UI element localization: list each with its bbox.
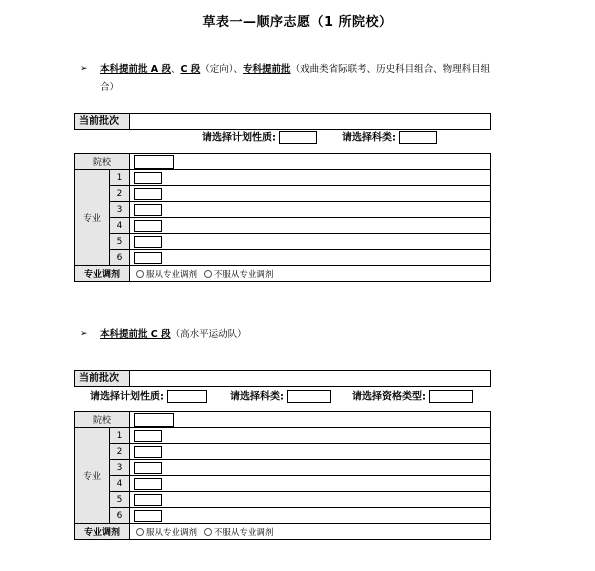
link-undergrad-c: 本科提前批 C 段 [100, 329, 171, 340]
section1-heading-cont: 合） [100, 82, 120, 93]
qualification-type-label: 请选择资格类型: [352, 391, 426, 403]
major-adjust-label: 专业调剂 [75, 524, 130, 540]
subject-type-input[interactable] [287, 390, 331, 403]
link-undergrad-a: 本科提前批 A 段 [100, 64, 171, 75]
row-number: 1 [110, 170, 130, 186]
section2-heading [100, 326, 247, 343]
row-number: 6 [110, 508, 130, 524]
adjust-accept-option[interactable] [130, 270, 197, 280]
plan-type-input[interactable] [279, 131, 317, 144]
school-label: 院校 [75, 154, 130, 170]
major-input-6[interactable] [134, 510, 162, 522]
subject-type-label: 请选择科类: [342, 132, 396, 144]
major-input-5[interactable] [134, 236, 162, 248]
subject-type-input[interactable] [399, 131, 437, 144]
radio-icon[interactable] [136, 528, 144, 536]
current-batch-label: 当前批次 [75, 371, 130, 386]
row-number: 6 [110, 250, 130, 266]
link-college-advance: 专科提前批 [243, 64, 291, 75]
note-sports-team: （高水平运动队） [170, 329, 247, 340]
major-input-3[interactable] [134, 204, 162, 216]
plan-type-label: 请选择计划性质: [202, 132, 276, 144]
major-input-3[interactable] [134, 462, 162, 474]
row-number: 2 [110, 444, 130, 460]
section1-heading [100, 61, 540, 78]
subject-type-label: 请选择科类: [230, 391, 284, 403]
major-input-2[interactable] [134, 446, 162, 458]
adjust-reject-option[interactable] [200, 270, 274, 280]
adjust-reject-option[interactable] [200, 528, 274, 538]
adjust-accept-option[interactable] [130, 528, 197, 538]
row-number: 4 [110, 218, 130, 234]
current-batch-label: 当前批次 [75, 114, 130, 129]
page-title: 草表一—顺序志愿（1 所院校） [202, 15, 393, 30]
current-batch-row [74, 370, 491, 387]
radio-icon[interactable] [136, 270, 144, 278]
adjust-reject-label: 不服从专业调剂 [213, 527, 274, 538]
major-input-4[interactable] [134, 220, 162, 232]
link-segment-c: C 段 [180, 64, 201, 75]
plan-type-label: 请选择计划性质: [90, 391, 164, 403]
major-input-1[interactable] [134, 430, 162, 442]
school-input[interactable] [134, 413, 174, 427]
qualification-type-input[interactable] [429, 390, 473, 403]
current-batch-row [74, 113, 491, 130]
radio-icon[interactable] [204, 270, 212, 278]
subject-type-selector [230, 390, 331, 405]
volunteer-table-1 [74, 153, 491, 282]
bullet-arrow-icon: ➢ [80, 329, 88, 339]
plan-type-input[interactable] [167, 390, 207, 403]
major-input-6[interactable] [134, 252, 162, 264]
separator: 、 [233, 64, 244, 75]
major-adjust-label: 专业调剂 [75, 266, 130, 282]
school-input[interactable] [134, 155, 174, 169]
radio-icon[interactable] [204, 528, 212, 536]
plan-type-selector [90, 390, 207, 405]
row-number: 4 [110, 476, 130, 492]
major-input-2[interactable] [134, 188, 162, 200]
volunteer-table-2 [74, 411, 491, 540]
bullet-arrow-icon: ➢ [80, 64, 88, 74]
major-input-4[interactable] [134, 478, 162, 490]
qualification-type-selector [352, 390, 473, 405]
note-directed: （定向） [200, 64, 234, 75]
major-input-1[interactable] [134, 172, 162, 184]
adjust-accept-label: 服从专业调剂 [146, 527, 198, 538]
school-label: 院校 [75, 412, 130, 428]
row-number: 1 [110, 428, 130, 444]
row-number: 5 [110, 234, 130, 250]
row-number: 3 [110, 202, 130, 218]
plan-type-selector [202, 131, 317, 146]
row-number: 5 [110, 492, 130, 508]
major-label: 专业 [75, 170, 110, 266]
adjust-accept-label: 服从专业调剂 [146, 269, 198, 280]
note-categories: （戏曲类省际联考、历史科目组合、物理科目组 [290, 64, 491, 75]
adjust-reject-label: 不服从专业调剂 [213, 269, 274, 280]
major-label: 专业 [75, 428, 110, 524]
separator: 、 [170, 64, 181, 75]
row-number: 2 [110, 186, 130, 202]
row-number: 3 [110, 460, 130, 476]
subject-type-selector [342, 131, 437, 146]
major-input-5[interactable] [134, 494, 162, 506]
